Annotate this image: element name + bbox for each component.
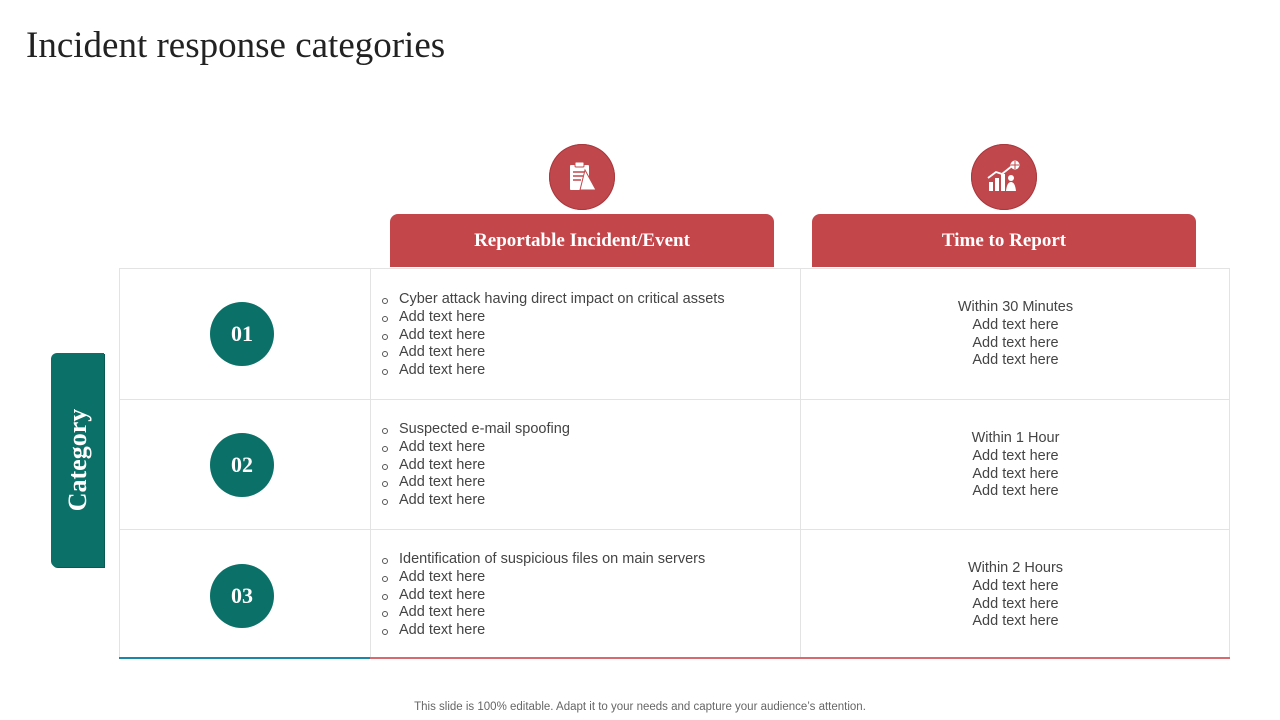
time-line: Add text here [972,447,1059,464]
row-number-badge: 02 [210,433,274,497]
list-item: Add text here [381,604,705,622]
time-to-report-cell [801,430,1230,501]
time-line: Add text here [972,334,1059,351]
time-line: Add text here [972,352,1059,369]
row-number-badge: 03 [210,564,274,628]
time-line: Add text here [972,595,1059,612]
time-to-report-cell [801,560,1230,631]
time-line: Add text here [972,465,1059,482]
header-time-to-report: Time to Report [812,214,1196,267]
clipboard-icon [549,144,615,210]
table-row [120,529,1229,660]
time-line: Within 30 Minutes [957,299,1074,315]
list-item: Add text here [381,474,570,492]
time-line: Add text here [972,316,1059,333]
header-reportable-incident: Reportable Incident/Event [390,214,774,267]
time-line: Add text here [972,613,1059,630]
list-item: Add text here [381,327,725,345]
bottom-accent-line [370,657,1230,659]
footer-note: This slide is 100% editable. Adapt it to your needs and capture your audience’s attention. [414,701,866,713]
time-line: Within 1 Hour [971,430,1060,446]
time-line: Add text here [972,577,1059,594]
list-item: Add text here [381,587,705,605]
incident-list [381,421,570,510]
time-to-report-cell [801,299,1230,370]
table-row [120,269,1229,399]
incident-list [381,551,705,640]
row-number-badge: 01 [210,302,274,366]
time-line: Within 2 Hours [967,560,1064,576]
list-item: Suspected e-mail spoofing [381,421,570,439]
category-tab [51,353,104,567]
growth-chart-icon [971,144,1037,210]
incident-table [119,268,1230,658]
list-item: Add text here [381,309,725,327]
list-item: Add text here [381,457,570,475]
list-item: Add text here [381,492,570,510]
time-line: Add text here [972,483,1059,500]
list-item: Add text here [381,362,725,380]
list-item: Add text here [381,622,705,640]
page-title: Incident response categories [26,25,446,66]
list-item: Cyber attack having direct impact on critical assets [381,291,725,309]
category-label: Category [62,408,92,512]
table-row [120,399,1229,530]
list-item: Add text here [381,569,705,587]
list-item: Add text here [381,439,570,457]
list-item: Identification of suspicious files on main servers [381,551,705,569]
incident-list [381,291,725,380]
bottom-accent-line [119,657,370,659]
list-item: Add text here [381,344,725,362]
